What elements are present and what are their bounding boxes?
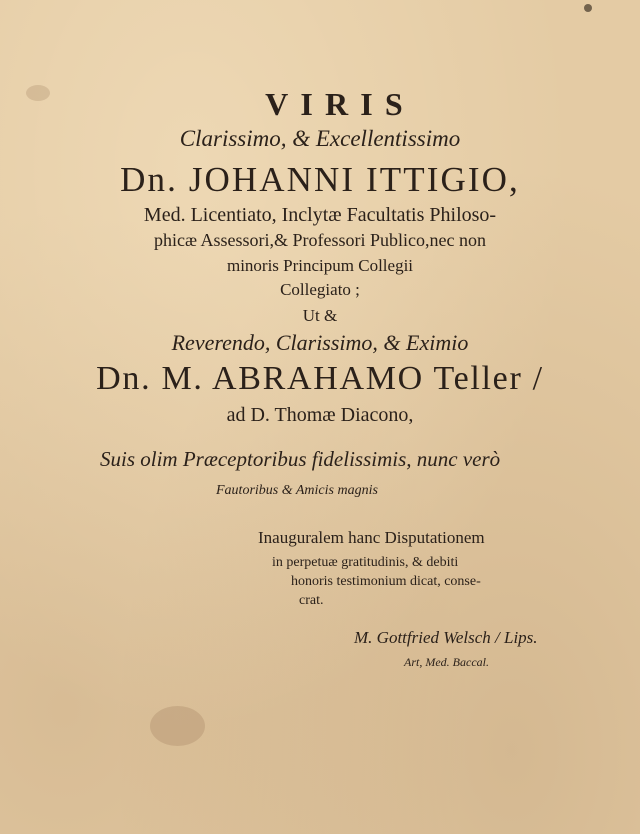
dedication-line: Suis olim Præceptoribus fidelissimis, nunc verò bbox=[100, 447, 501, 471]
dedication-line: minoris Principum Collegii bbox=[226, 256, 414, 275]
author-signature: M. Gottfried Welsch / Lips. bbox=[354, 628, 538, 647]
dedication-line: Collegiato ; bbox=[280, 280, 360, 299]
dedication-line: Fautoribus & Amicis magnis bbox=[216, 483, 378, 498]
dedication-line: Med. Licentiato, Inclytæ Facultatis Philoso- bbox=[143, 204, 497, 226]
dedication-line: Clarissimo, & Excellentissimo bbox=[179, 126, 461, 151]
dedication-line: phicæ Assessori,& Professori Publico,nec non bbox=[154, 230, 486, 250]
dedication-line: ad D. Thomæ Diacono, bbox=[226, 404, 414, 426]
dedication-line: Reverendo, Clarissimo, & Eximio bbox=[171, 330, 469, 355]
dedication-line: crat. bbox=[299, 593, 324, 608]
author-degree: Art, Med. Baccal. bbox=[404, 655, 489, 669]
name-abrahamo-teller: Dn. M. ABRAHAMO Teller / bbox=[96, 360, 544, 397]
paper-stain bbox=[150, 706, 205, 746]
dedication-line: honoris testimonium dicat, conse- bbox=[291, 574, 481, 589]
heading-viris: VIRIS bbox=[265, 86, 415, 122]
dedication-line: in perpetuæ gratitudinis, & debiti bbox=[272, 555, 459, 570]
dedication-line: Inauguralem hanc Disputationem bbox=[258, 528, 485, 547]
name-johanni-ittigio: Dn. JOHANNI ITTIGIO, bbox=[120, 160, 520, 199]
paper-stain bbox=[584, 4, 592, 12]
dedication-line: Ut & bbox=[302, 306, 338, 325]
